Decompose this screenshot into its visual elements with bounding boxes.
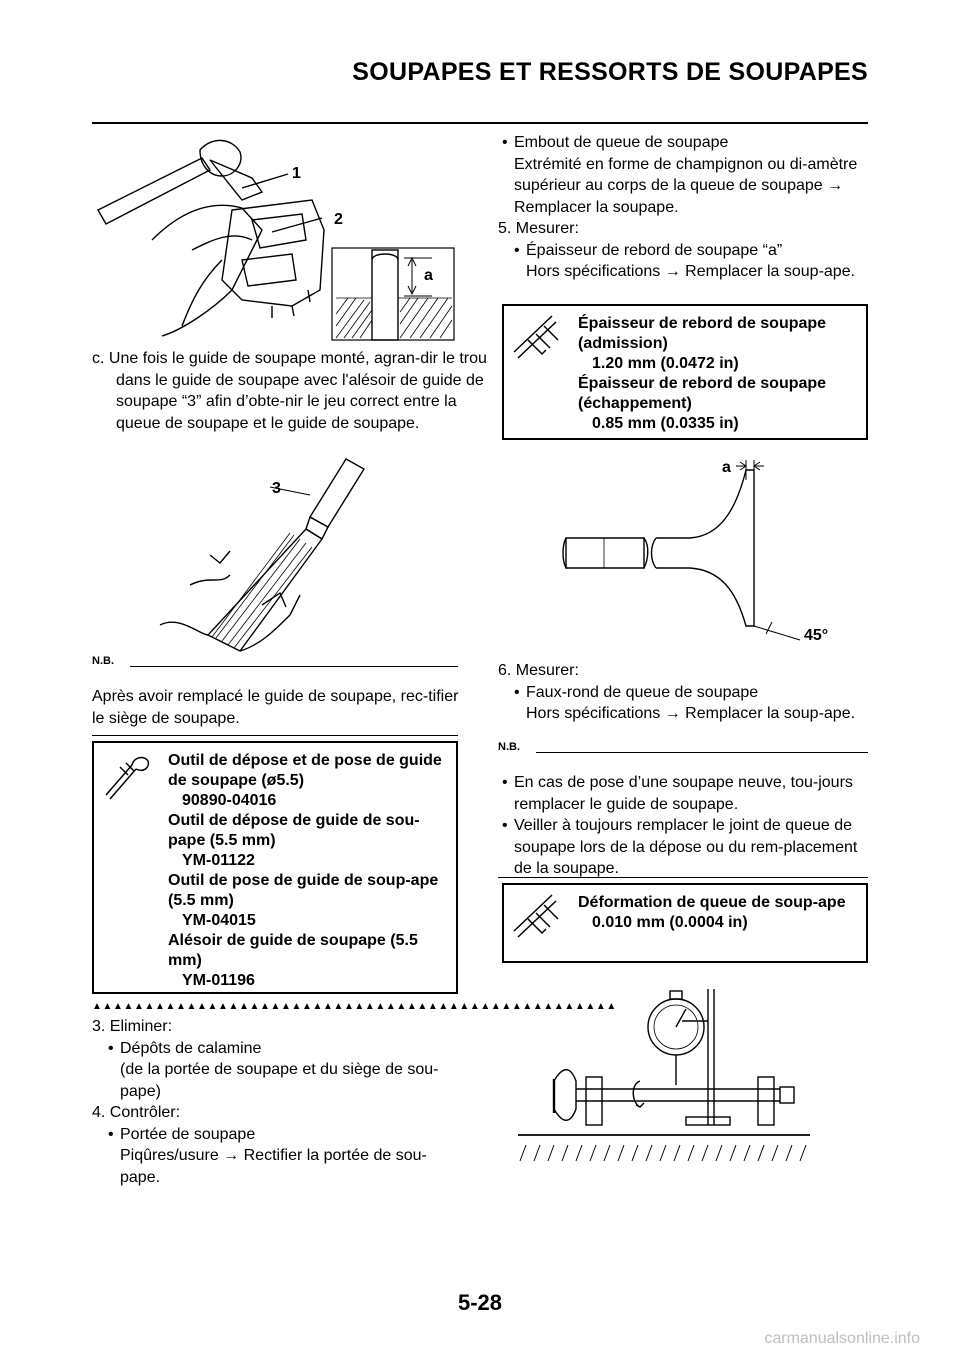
step-c-text: c. Une fois le guide de soupape monté, agran-dir le trou dans le guide de soupape avec l'alésoir de guide de soupape “3” afin d’obte-nir le jeu correct entre la queue de soupape et le guide de soupape. <box>92 350 487 432</box>
step-5-sub: Hors spécifications → Remplacer la soup-ape. <box>526 263 856 280</box>
tool-value: YM-01122 <box>182 852 255 869</box>
footer-watermark[interactable]: carmanualsonline.info <box>764 1330 920 1347</box>
page-title: SOUPAPES ET RESSORTS DE SOUPAPES <box>352 58 868 86</box>
right-bullet-1: Embout de queue de soupape <box>514 134 729 151</box>
step-5: 5. Mesurer: <box>498 220 579 237</box>
spec-value: 1.20 mm (0.0472 in) <box>592 355 739 372</box>
special-tool-icon <box>96 745 156 805</box>
spec-value: 0.010 mm (0.0004 in) <box>592 914 748 931</box>
step-4: 4. Contrôler: <box>92 1104 181 1121</box>
fig1-label-1: 1 <box>292 165 301 182</box>
nb-label-left: N.B. <box>92 655 114 667</box>
left-steps: 3. Eliminer: • Dépôts de calamine (de la portée de soupape et du siège de sou-pape) 4. Contrôler: • Portée de soupape Piqûres/usure → Rectifier la portée de sou-pape. <box>92 1016 464 1188</box>
fig1-label-2: 2 <box>334 211 343 228</box>
nb-rule-bottom-right <box>498 877 868 878</box>
step-6-bullet: Faux-rond de queue de soupape <box>526 683 759 701</box>
fig3-label-a: a <box>722 459 731 476</box>
fig2-label-3: 3 <box>272 480 281 497</box>
step-3-bullet: Dépôts de calamine <box>120 1039 262 1057</box>
nb-rule-bottom-left <box>92 735 458 736</box>
nb-text-left: Après avoir remplacé le guide de soupape, rec-tifier le siège de soupape. <box>92 688 459 727</box>
tool-name: Outil de dépose et de pose de guide de soupape (ø5.5) <box>168 752 442 789</box>
caliper-icon <box>506 308 566 368</box>
tools-list <box>168 751 450 991</box>
right-steps-top: • Embout de queue de soupape Extrémité en forme de champignon ou di-amètre supérieur au corps de la queue de soupape → Remplacer la soupape. 5. Mesurer: • Épaisseur de rebord de soupape “a” Hors spécifications → Remplacer la soup-ape. <box>498 132 870 283</box>
step-6: 6. Mesurer: <box>498 662 579 679</box>
tool-name: Outil de dépose de guide de sou-pape (5.5 mm) <box>168 812 420 849</box>
spec-box-thickness <box>502 304 868 440</box>
right-bullet-1-sub: Extrémité en forme de champignon ou di-amètre supérieur au corps de la queue de soupape → Remplacer la soupape. <box>514 155 858 216</box>
step-5-bullet: Épaisseur de rebord de soupape “a” <box>526 241 783 259</box>
page-number: 5-28 <box>457 1290 503 1315</box>
step-3: 3. Eliminer: <box>92 1018 173 1035</box>
nb-item: Veiller à toujours remplacer le joint de queue de soupape lors de la dépose ou du rem-placement de la soupape. <box>514 817 858 877</box>
spec-value: 0.85 mm (0.0335 in) <box>592 415 739 432</box>
figure-valve-guide-install <box>92 130 458 340</box>
tool-value: YM-04015 <box>182 912 256 929</box>
nb-rule-top-right <box>536 752 868 753</box>
nb-label-right: N.B. <box>498 741 520 753</box>
spec-box-runout <box>502 883 868 963</box>
figure-reamer <box>150 455 390 655</box>
spec-list-thickness <box>578 314 860 434</box>
nb-item: En cas de pose d’une soupape neuve, tou-jours remplacer le guide de soupape. <box>514 774 853 813</box>
figure-valve <box>540 450 860 650</box>
tool-name: Alésoir de guide de soupape (5.5 mm) <box>168 932 418 969</box>
tools-box <box>92 741 458 994</box>
header-rule <box>92 122 868 124</box>
nb-rule-top-left <box>130 666 458 667</box>
caliper-icon <box>506 887 566 947</box>
step-4-sub: Piqûres/usure → Rectifier la portée de sou-pape. <box>120 1147 427 1186</box>
triangle-divider: ▲▲▲▲▲▲▲▲▲▲▲▲▲▲▲▲▲▲▲▲▲▲▲▲▲▲▲▲▲▲▲▲▲▲▲▲▲▲▲▲▲▲▲▲▲▲▲▲▲▲ <box>92 1001 617 1012</box>
right-steps-mid: 6. Mesurer: • Faux-rond de queue de soupape Hors spécifications → Remplacer la soup-ape. <box>498 660 870 725</box>
spec-list-runout <box>578 893 860 933</box>
fig3-label-angle: 45° <box>804 627 829 644</box>
step-3-sub: (de la portée de soupape et du siège de sou-pape) <box>120 1061 439 1100</box>
tool-value: 90890-04016 <box>182 792 277 809</box>
fig1-label-a: a <box>424 267 433 284</box>
spec-name: Épaisseur de rebord de soupape (admission) <box>578 315 827 352</box>
spec-name: Épaisseur de rebord de soupape (échappement) <box>578 375 827 412</box>
step-6-sub: Hors spécifications → Remplacer la soup-ape. <box>526 705 856 722</box>
tool-value: YM-01196 <box>182 972 255 989</box>
spec-name: Déformation de queue de soup-ape <box>578 894 846 911</box>
tool-name: Outil de pose de guide de soup-ape (5.5 mm) <box>168 872 439 909</box>
figure-dial-gauge <box>510 985 820 1165</box>
nb-list-right: • En cas de pose d’une soupape neuve, tou-jours remplacer le guide de soupape. • Veiller à toujours remplacer le joint de queue de soupape lors de la dépose ou du rem-placement de la soupape. <box>502 774 858 877</box>
step-4-bullet: Portée de soupape <box>120 1125 256 1143</box>
